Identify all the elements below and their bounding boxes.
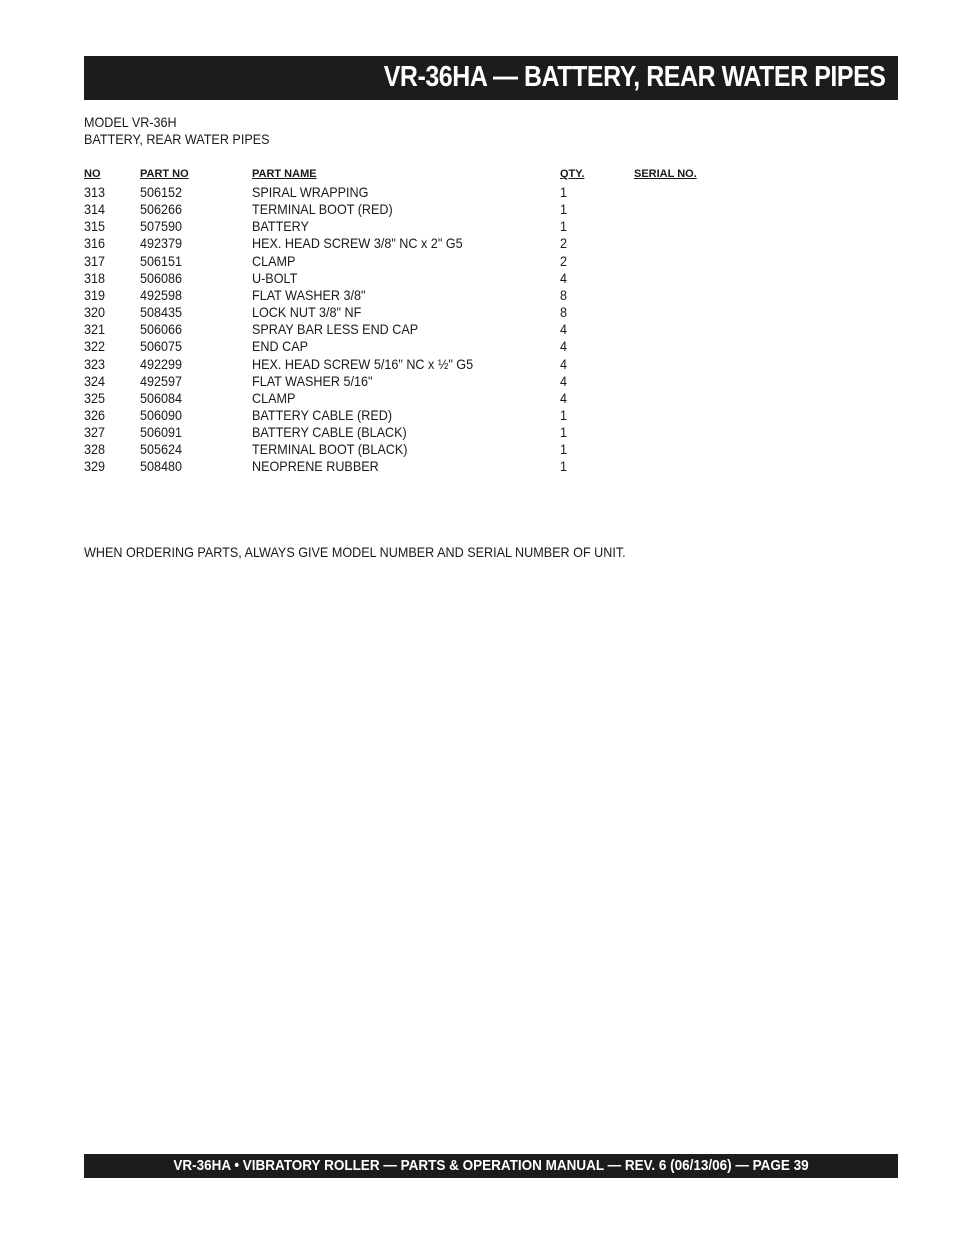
row-quantity: 8 [560,286,568,303]
row-number: 329 [84,458,106,475]
table-row [0,184,954,201]
column-header-serial-no: SERIAL NO. [634,168,697,180]
row-part-number: 506090 [140,406,183,423]
row-quantity: 1 [560,201,568,218]
table-row [0,373,954,390]
row-quantity: 1 [560,406,568,423]
row-quantity: 1 [560,218,568,235]
row-part-number: 506266 [140,201,183,218]
row-part-number: 506084 [140,389,183,406]
row-number: 321 [84,321,106,338]
model-label: MODEL VR-36H [84,114,177,130]
row-part-number: 492597 [140,372,183,389]
row-part-name: HEX. HEAD SCREW 3/8" NC x 2" G5 [252,235,463,252]
row-number: 318 [84,269,106,286]
footer-text: VR-36HA • VIBRATORY ROLLER — PARTS & OPERATION MANUAL — REV. 6 (06/13/06) — PAGE 39 [173,1157,809,1174]
column-header-part-name: PART NAME [252,168,317,180]
row-number: 313 [84,184,106,200]
table-row [0,218,954,235]
row-part-number: 506091 [140,424,183,441]
row-number: 315 [84,218,106,235]
row-part-number: 508435 [140,304,183,320]
row-part-number: 506066 [140,321,183,338]
row-number: 320 [84,304,106,320]
table-row [0,407,954,424]
table-row [0,201,954,218]
row-part-name: CLAMP [252,389,296,406]
ordering-note: WHEN ORDERING PARTS, ALWAYS GIVE MODEL NUMBER AND SERIAL NUMBER OF UNIT. [84,544,626,560]
footer-bar [84,1154,898,1178]
row-part-name: TERMINAL BOOT (BLACK) [252,441,408,458]
row-part-name: BATTERY CABLE (BLACK) [252,424,407,441]
row-quantity: 4 [560,321,568,338]
table-row [0,321,954,338]
row-part-name: BATTERY [252,218,309,235]
row-part-name: CLAMP [252,252,296,269]
row-part-name: NEOPRENE RUBBER [252,458,379,475]
column-header-qty: QTY. [560,168,585,180]
table-row [0,458,954,475]
row-part-name: SPIRAL WRAPPING [252,184,369,200]
row-part-name: SPRAY BAR LESS END CAP [252,321,419,338]
row-part-number: 508480 [140,458,183,475]
row-quantity: 8 [560,304,568,320]
row-part-number: 506152 [140,184,183,200]
row-part-name: FLAT WASHER 5/16" [252,372,373,389]
row-part-number: 506075 [140,338,183,355]
row-quantity: 2 [560,235,568,252]
row-part-name: LOCK NUT 3/8" NF [252,304,362,320]
row-part-name: END CAP [252,338,309,355]
row-part-name: HEX. HEAD SCREW 5/16" NC x ½" G5 [252,355,474,372]
row-quantity: 4 [560,355,568,372]
table-row [0,270,954,287]
row-part-number: 507590 [140,218,183,235]
row-number: 322 [84,338,106,355]
row-part-name: BATTERY CABLE (RED) [252,406,393,423]
row-part-name: U-BOLT [252,269,298,286]
row-quantity: 4 [560,372,568,389]
table-row [0,441,954,458]
row-part-number: 506086 [140,269,183,286]
row-part-number: 492598 [140,286,183,303]
row-quantity: 1 [560,184,568,200]
row-number: 327 [84,424,106,441]
table-row [0,338,954,355]
row-number: 317 [84,252,106,269]
row-number: 316 [84,235,106,252]
row-part-number: 492379 [140,235,183,252]
page-title-bar [84,56,898,100]
row-number: 326 [84,406,106,423]
row-quantity: 1 [560,458,568,475]
row-part-name: FLAT WASHER 3/8" [252,286,366,303]
row-part-number: 505624 [140,441,183,458]
row-quantity: 1 [560,424,568,441]
table-row [0,390,954,407]
row-quantity: 4 [560,389,568,406]
row-number: 323 [84,355,106,372]
row-part-name: TERMINAL BOOT (RED) [252,201,393,218]
section-label: BATTERY, REAR WATER PIPES [84,131,270,147]
row-part-number: 506151 [140,252,183,269]
row-number: 319 [84,286,106,303]
row-number: 328 [84,441,106,458]
row-quantity: 4 [560,338,568,355]
table-row [0,287,954,304]
row-part-number: 492299 [140,355,183,372]
table-row [0,235,954,252]
column-header-no: NO [84,168,101,180]
row-number: 314 [84,201,106,218]
table-row [0,424,954,441]
page-title: VR-36HA — BATTERY, REAR WATER PIPES [384,61,886,93]
row-quantity: 4 [560,269,568,286]
row-number: 325 [84,389,106,406]
table-row [0,304,954,321]
table-row [0,356,954,373]
row-quantity: 1 [560,441,568,458]
row-quantity: 2 [560,252,568,269]
row-number: 324 [84,372,106,389]
column-header-part-no: PART NO [140,168,189,180]
table-row [0,253,954,270]
